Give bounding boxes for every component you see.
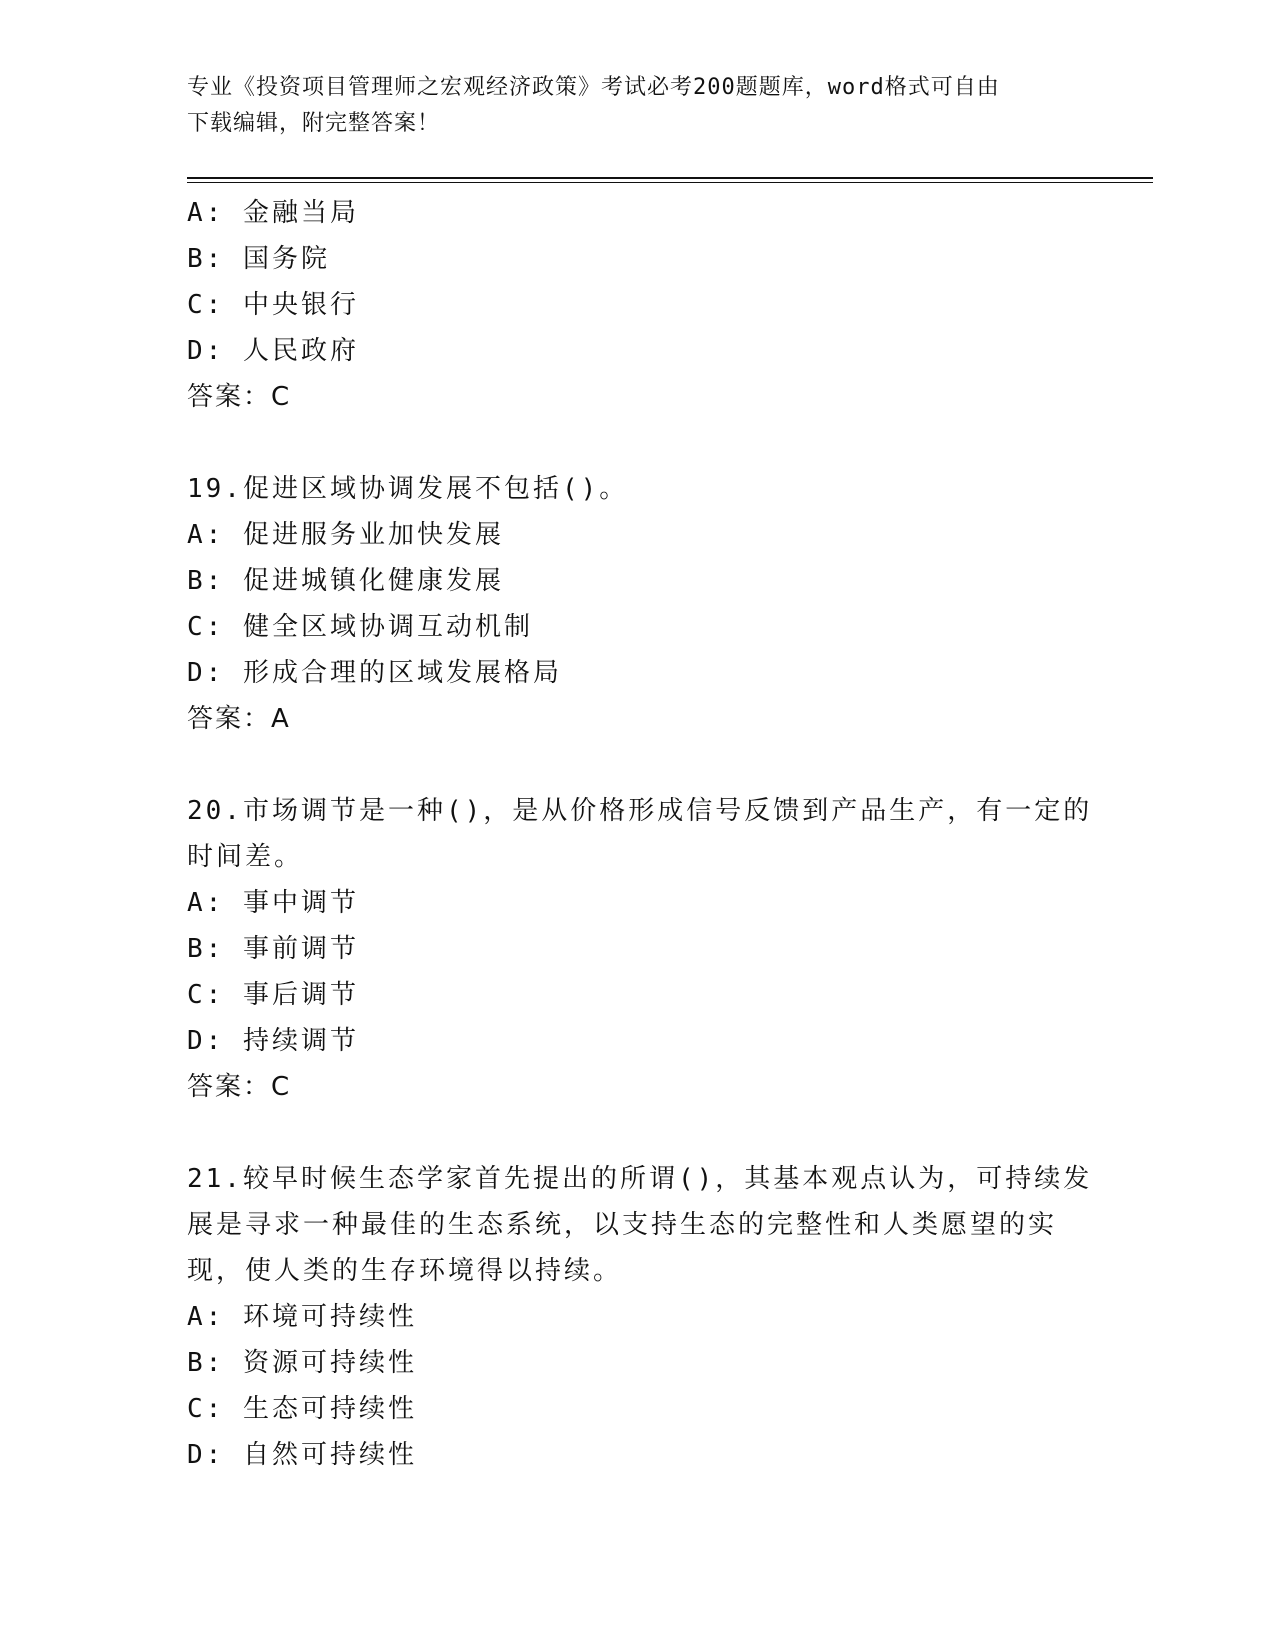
option-a: A: 事中调节 bbox=[187, 888, 359, 918]
question-19 bbox=[187, 466, 1087, 742]
question-stem: 19.促进区域协调发展不包括()。 bbox=[187, 474, 629, 504]
question-stem-line-2: 时间差。 bbox=[187, 842, 304, 872]
header-divider-thin bbox=[187, 182, 1153, 183]
header-line-1: 专业《投资项目管理师之宏观经济政策》考试必考200题题库，word格式可自由 bbox=[187, 75, 1000, 100]
question-21 bbox=[187, 1156, 1093, 1478]
question-stem-line-3: 现，使人类的生存环境得以持续。 bbox=[187, 1256, 623, 1286]
option-b: B: 国务院 bbox=[187, 244, 330, 274]
option-d: D: 持续调节 bbox=[187, 1026, 359, 1056]
document-header bbox=[187, 70, 1067, 142]
option-c: C: 中央银行 bbox=[187, 290, 359, 320]
option-c: C: 生态可持续性 bbox=[187, 1394, 417, 1424]
option-c: C: 健全区域协调互动机制 bbox=[187, 612, 533, 642]
option-a: A: 促进服务业加快发展 bbox=[187, 520, 504, 550]
option-d: D: 人民政府 bbox=[187, 336, 359, 366]
spacer bbox=[187, 1110, 1087, 1156]
option-b: B: 促进城镇化健康发展 bbox=[187, 566, 504, 596]
option-d: D: 形成合理的区域发展格局 bbox=[187, 658, 562, 688]
spacer bbox=[187, 420, 1087, 466]
header-divider-thick bbox=[187, 177, 1153, 179]
option-a: A: 环境可持续性 bbox=[187, 1302, 417, 1332]
option-d: D: 自然可持续性 bbox=[187, 1440, 417, 1470]
question-stem-line-1: 20.市场调节是一种()，是从价格形成信号反馈到产品生产，有一定的 bbox=[187, 796, 1093, 826]
spacer bbox=[187, 742, 1087, 788]
answer: 答案：A bbox=[187, 704, 291, 734]
option-c: C: 事后调节 bbox=[187, 980, 359, 1010]
question-stem-line-1: 21.较早时候生态学家首先提出的所谓()，其基本观点认为，可持续发 bbox=[187, 1164, 1093, 1194]
question-18 bbox=[187, 190, 1087, 420]
option-a: A: 金融当局 bbox=[187, 198, 359, 228]
question-list bbox=[187, 190, 1093, 1478]
option-b: B: 事前调节 bbox=[187, 934, 359, 964]
question-20 bbox=[187, 788, 1093, 1110]
header-line-2: 下载编辑，附完整答案！ bbox=[187, 111, 441, 136]
answer: 答案：C bbox=[187, 1072, 292, 1102]
answer: 答案：C bbox=[187, 382, 292, 412]
question-stem-line-2: 展是寻求一种最佳的生态系统，以支持生态的完整性和人类愿望的实 bbox=[187, 1210, 1058, 1240]
option-b: B: 资源可持续性 bbox=[187, 1348, 417, 1378]
